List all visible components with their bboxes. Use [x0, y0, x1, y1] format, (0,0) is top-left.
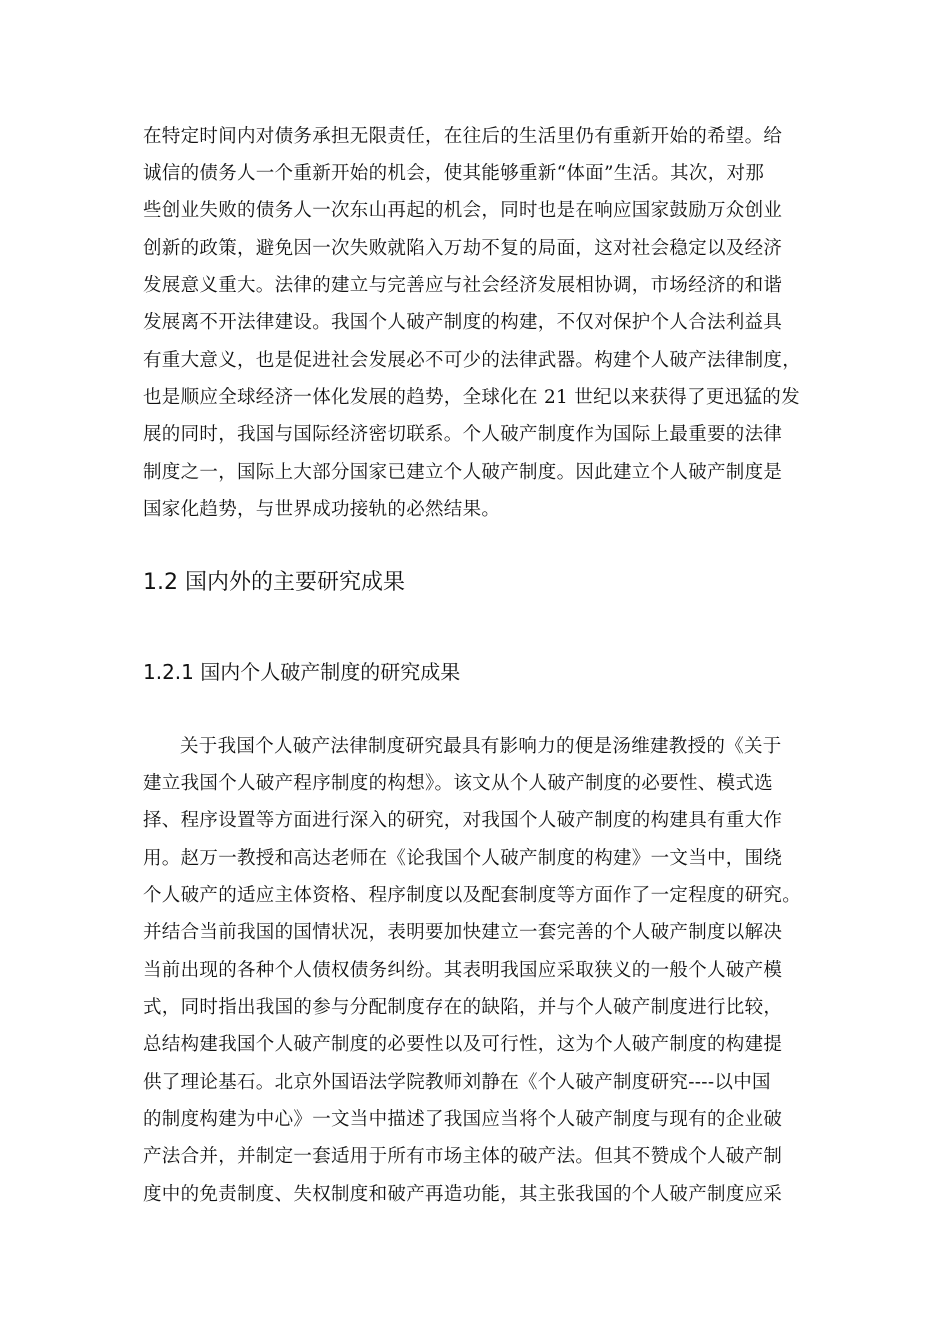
text-line: 总结构建我国个人破产制度的必要性以及可行性，这为个人破产制度的构建提 — [143, 1034, 783, 1055]
text-line: 供了理论基石。北京外国语法学院教师刘静在《个人破产制度研究----以中国 — [143, 1072, 771, 1093]
text-line: 也是顺应全球经济一体化发展的趋势，全球化在 21 世纪以来获得了更迅猛的发 — [143, 387, 800, 408]
text-line: 关于我国个人破产法律制度研究最具有影响力的便是汤维建教授的《关于 — [180, 736, 782, 757]
text-line: 在特定时间内对债务承担无限责任，在往后的生活里仍有重新开始的希望。给 — [143, 126, 783, 147]
text-line: 个人破产的适应主体资格、程序制度以及配套制度等方面作了一定程度的研究。 — [143, 885, 802, 906]
text-line: 度中的免责制度、失权制度和破产再造功能，其主张我国的个人破产制度应采 — [143, 1184, 783, 1205]
text-line: 创新的政策，避免因一次失败就陷入万劫不复的局面，这对社会稳定以及经济 — [143, 238, 783, 259]
text-line: 并结合当前我国的国情状况，表明要加快建立一套完善的个人破产制度以解决 — [143, 922, 783, 943]
text-line: 用。赵万一教授和高达老师在《论我国个人破产制度的构建》一文当中，围绕 — [143, 848, 783, 869]
text-line: 发展离不开法律建设。我国个人破产制度的构建，不仅对保护个人合法利益具 — [143, 312, 783, 333]
subsection-heading-1-2-1: 1.2.1 国内个人破产制度的研究成果 — [143, 660, 461, 684]
text-line: 展的同时，我国与国际经济密切联系。个人破产制度作为国际上最重要的法律 — [143, 424, 783, 445]
text-line: 制度之一，国际上大部分国家已建立个人破产制度。因此建立个人破产制度是 — [143, 462, 783, 483]
text-line: 当前出现的各种个人债权债务纠纷。其表明我国应采取狭义的一般个人破产模 — [143, 960, 783, 981]
text-line: 有重大意义，也是促进社会发展必不可少的法律武器。构建个人破产法律制度， — [143, 350, 802, 371]
text-line: 发展意义重大。法律的建立与完善应与社会经济发展相协调，市场经济的和谐 — [143, 275, 783, 296]
section-heading-1-2: 1.2 国内外的主要研究成果 — [143, 570, 405, 595]
text-line: 产法合并，并制定一套适用于所有市场主体的破产法。但其不赞成个人破产制 — [143, 1146, 783, 1167]
text-line: 的制度构建为中心》一文当中描述了我国应当将个人破产制度与现有的企业破 — [143, 1109, 783, 1130]
text-line: 择、程序设置等方面进行深入的研究，对我国个人破产制度的构建具有重大作 — [143, 810, 783, 831]
text-line: 国家化趋势，与世界成功接轨的必然结果。 — [143, 499, 501, 520]
text-line: 式，同时指出我国的参与分配制度存在的缺陷，并与个人破产制度进行比较， — [143, 997, 783, 1018]
text-line: 建立我国个人破产程序制度的构想》。该文从个人破产制度的必要性、模式选 — [143, 773, 773, 794]
text-line: 诚信的债务人一个重新开始的机会，使其能够重新“体面”生活。其次，对那 — [143, 163, 765, 184]
text-line: 些创业失败的债务人一次东山再起的机会，同时也是在响应国家鼓励万众创业 — [143, 200, 783, 221]
